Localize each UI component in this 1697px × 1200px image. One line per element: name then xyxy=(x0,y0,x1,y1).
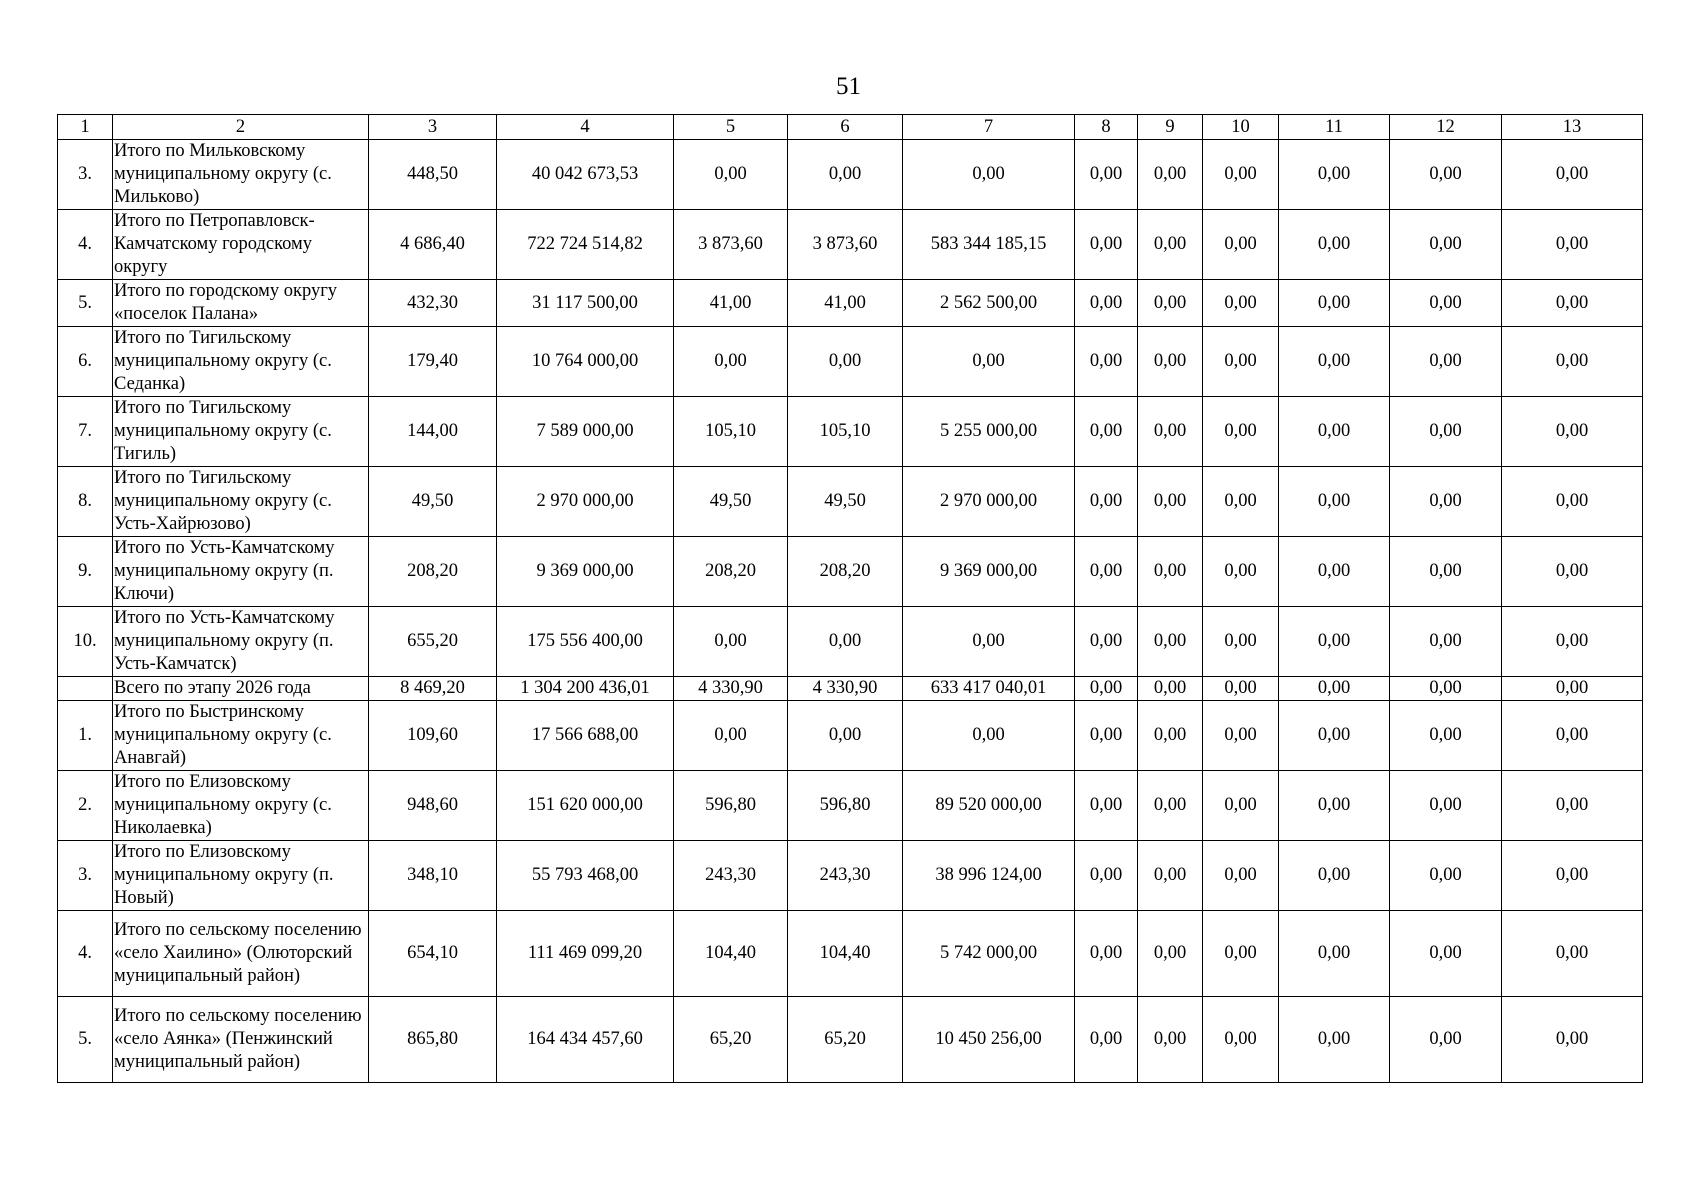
row-number: 5. xyxy=(58,997,113,1083)
table-row xyxy=(58,537,1643,607)
cell-value: 0,00 xyxy=(1075,607,1138,677)
cell-value: 0,00 xyxy=(1279,210,1390,280)
cell-value: 10 764 000,00 xyxy=(497,327,674,397)
cell-value: 65,20 xyxy=(674,997,788,1083)
cell-value: 144,00 xyxy=(369,397,497,467)
cell-value: 5 742 000,00 xyxy=(903,911,1075,997)
cell-value: 0,00 xyxy=(1390,677,1502,701)
row-number xyxy=(58,677,113,701)
cell-value: 0,00 xyxy=(788,327,903,397)
cell-value: 55 793 468,00 xyxy=(497,841,674,911)
cell-value: 49,50 xyxy=(788,467,903,537)
cell-value: 3 873,60 xyxy=(674,210,788,280)
column-header: 8 xyxy=(1075,115,1138,140)
cell-value: 3 873,60 xyxy=(788,210,903,280)
cell-value: 865,80 xyxy=(369,997,497,1083)
cell-value: 0,00 xyxy=(1279,327,1390,397)
cell-value: 41,00 xyxy=(674,280,788,327)
column-header: 7 xyxy=(903,115,1075,140)
cell-value: 89 520 000,00 xyxy=(903,771,1075,841)
column-header: 1 xyxy=(58,115,113,140)
cell-value: 0,00 xyxy=(1203,997,1279,1083)
cell-value: 243,30 xyxy=(674,841,788,911)
cell-value: 0,00 xyxy=(1279,280,1390,327)
cell-value: 0,00 xyxy=(1203,210,1279,280)
cell-value: 0,00 xyxy=(674,607,788,677)
table-row xyxy=(58,607,1643,677)
total-row xyxy=(58,677,1643,701)
cell-value: 0,00 xyxy=(1138,841,1203,911)
cell-value: 0,00 xyxy=(903,701,1075,771)
row-name: Итого по Мильковскому муниципальному округу (с. Мильково) xyxy=(113,140,369,210)
cell-value: 0,00 xyxy=(1502,397,1643,467)
row-name: Итого по сельскому поселению «село Хаилино» (Олюторский муниципальный район) xyxy=(113,911,369,997)
cell-value: 0,00 xyxy=(1075,677,1138,701)
row-number: 3. xyxy=(58,841,113,911)
cell-value: 0,00 xyxy=(1502,677,1643,701)
row-number: 8. xyxy=(58,467,113,537)
cell-value: 0,00 xyxy=(1279,607,1390,677)
cell-value: 0,00 xyxy=(1138,537,1203,607)
row-name: Итого по Тигильскому муниципальному округу (с. Седанка) xyxy=(113,327,369,397)
row-name: Итого по сельскому поселению «село Аянка» (Пенжинский муниципальный район) xyxy=(113,997,369,1083)
cell-value: 5 255 000,00 xyxy=(903,397,1075,467)
cell-value: 17 566 688,00 xyxy=(497,701,674,771)
cell-value: 0,00 xyxy=(1075,210,1138,280)
row-number: 3. xyxy=(58,140,113,210)
cell-value: 38 996 124,00 xyxy=(903,841,1075,911)
cell-value: 0,00 xyxy=(1279,997,1390,1083)
column-header: 5 xyxy=(674,115,788,140)
cell-value: 0,00 xyxy=(1390,327,1502,397)
table-row xyxy=(58,467,1643,537)
cell-value: 654,10 xyxy=(369,911,497,997)
cell-value: 0,00 xyxy=(1203,280,1279,327)
cell-value: 9 369 000,00 xyxy=(903,537,1075,607)
cell-value: 0,00 xyxy=(1502,210,1643,280)
cell-value: 105,10 xyxy=(674,397,788,467)
table-row xyxy=(58,997,1643,1083)
cell-value: 948,60 xyxy=(369,771,497,841)
cell-value: 0,00 xyxy=(788,607,903,677)
cell-value: 0,00 xyxy=(903,327,1075,397)
cell-value: 0,00 xyxy=(1138,911,1203,997)
cell-value: 2 562 500,00 xyxy=(903,280,1075,327)
cell-value: 0,00 xyxy=(1203,607,1279,677)
cell-value: 0,00 xyxy=(1390,841,1502,911)
column-header: 13 xyxy=(1502,115,1643,140)
cell-value: 0,00 xyxy=(1075,841,1138,911)
cell-value: 0,00 xyxy=(1390,280,1502,327)
cell-value: 0,00 xyxy=(1390,607,1502,677)
row-name: Всего по этапу 2026 года xyxy=(113,677,369,701)
cell-value: 164 434 457,60 xyxy=(497,997,674,1083)
cell-value: 348,10 xyxy=(369,841,497,911)
cell-value: 0,00 xyxy=(1075,327,1138,397)
cell-value: 0,00 xyxy=(1075,537,1138,607)
cell-value: 0,00 xyxy=(1390,997,1502,1083)
cell-value: 2 970 000,00 xyxy=(497,467,674,537)
row-name: Итого по Елизовскому муниципальному округу (с. Николаевка) xyxy=(113,771,369,841)
row-name: Итого по Быстринскому муниципальному округу (с. Анавгай) xyxy=(113,701,369,771)
cell-value: 0,00 xyxy=(1502,140,1643,210)
cell-value: 0,00 xyxy=(1138,701,1203,771)
cell-value: 0,00 xyxy=(1075,467,1138,537)
row-name: Итого по Тигильскому муниципальному округу (с. Тигиль) xyxy=(113,397,369,467)
cell-value: 0,00 xyxy=(788,701,903,771)
cell-value: 0,00 xyxy=(1075,701,1138,771)
cell-value: 0,00 xyxy=(1390,911,1502,997)
cell-value: 0,00 xyxy=(1502,841,1643,911)
cell-value: 0,00 xyxy=(1138,140,1203,210)
cell-value: 0,00 xyxy=(1203,140,1279,210)
cell-value: 0,00 xyxy=(1279,140,1390,210)
row-name: Итого по городскому округу «поселок Палана» xyxy=(113,280,369,327)
column-header: 4 xyxy=(497,115,674,140)
cell-value: 49,50 xyxy=(674,467,788,537)
cell-value: 7 589 000,00 xyxy=(497,397,674,467)
cell-value: 0,00 xyxy=(1390,771,1502,841)
table-row xyxy=(58,701,1643,771)
cell-value: 0,00 xyxy=(903,140,1075,210)
row-name: Итого по Усть-Камчатскому муниципальному округу (п. Ключи) xyxy=(113,537,369,607)
cell-value: 0,00 xyxy=(1203,677,1279,701)
cell-value: 0,00 xyxy=(1138,210,1203,280)
cell-value: 0,00 xyxy=(1502,607,1643,677)
cell-value: 0,00 xyxy=(1203,327,1279,397)
cell-value: 0,00 xyxy=(1502,467,1643,537)
cell-value: 104,40 xyxy=(674,911,788,997)
cell-value: 40 042 673,53 xyxy=(497,140,674,210)
row-number: 4. xyxy=(58,210,113,280)
column-header: 11 xyxy=(1279,115,1390,140)
cell-value: 0,00 xyxy=(1203,701,1279,771)
cell-value: 104,40 xyxy=(788,911,903,997)
row-number: 5. xyxy=(58,280,113,327)
cell-value: 243,30 xyxy=(788,841,903,911)
table-row xyxy=(58,841,1643,911)
cell-value: 0,00 xyxy=(1138,677,1203,701)
row-number: 6. xyxy=(58,327,113,397)
table-row xyxy=(58,280,1643,327)
row-name: Итого по Петропавловск-Камчатскому городскому округу xyxy=(113,210,369,280)
cell-value: 0,00 xyxy=(1390,537,1502,607)
cell-value: 151 620 000,00 xyxy=(497,771,674,841)
cell-value: 596,80 xyxy=(788,771,903,841)
column-header: 10 xyxy=(1203,115,1279,140)
cell-value: 0,00 xyxy=(1138,467,1203,537)
cell-value: 0,00 xyxy=(1502,537,1643,607)
cell-value: 0,00 xyxy=(1138,771,1203,841)
cell-value: 0,00 xyxy=(1279,841,1390,911)
table-row xyxy=(58,397,1643,467)
row-number: 9. xyxy=(58,537,113,607)
cell-value: 41,00 xyxy=(788,280,903,327)
cell-value: 633 417 040,01 xyxy=(903,677,1075,701)
column-header: 3 xyxy=(369,115,497,140)
cell-value: 0,00 xyxy=(1502,327,1643,397)
cell-value: 208,20 xyxy=(788,537,903,607)
cell-value: 179,40 xyxy=(369,327,497,397)
row-name: Итого по Тигильскому муниципальному округу (с. Усть-Хайрюзово) xyxy=(113,467,369,537)
cell-value: 0,00 xyxy=(1203,537,1279,607)
cell-value: 0,00 xyxy=(1390,701,1502,771)
cell-value: 2 970 000,00 xyxy=(903,467,1075,537)
cell-value: 0,00 xyxy=(1075,771,1138,841)
cell-value: 0,00 xyxy=(1138,280,1203,327)
cell-value: 0,00 xyxy=(1203,467,1279,537)
cell-value: 0,00 xyxy=(1138,997,1203,1083)
cell-value: 0,00 xyxy=(1075,997,1138,1083)
cell-value: 0,00 xyxy=(788,140,903,210)
cell-value: 8 469,20 xyxy=(369,677,497,701)
cell-value: 0,00 xyxy=(1075,911,1138,997)
column-header: 12 xyxy=(1390,115,1502,140)
cell-value: 0,00 xyxy=(1138,327,1203,397)
cell-value: 0,00 xyxy=(674,701,788,771)
table-row xyxy=(58,327,1643,397)
cell-value: 0,00 xyxy=(1203,397,1279,467)
cell-value: 0,00 xyxy=(1279,397,1390,467)
cell-value: 0,00 xyxy=(1502,911,1643,997)
column-header: 6 xyxy=(788,115,903,140)
cell-value: 0,00 xyxy=(1279,771,1390,841)
cell-value: 0,00 xyxy=(1203,771,1279,841)
cell-value: 432,30 xyxy=(369,280,497,327)
table-row xyxy=(58,771,1643,841)
row-number: 4. xyxy=(58,911,113,997)
cell-value: 0,00 xyxy=(674,140,788,210)
cell-value: 0,00 xyxy=(1075,280,1138,327)
row-number: 1. xyxy=(58,701,113,771)
cell-value: 9 369 000,00 xyxy=(497,537,674,607)
table-row xyxy=(58,210,1643,280)
data-table xyxy=(57,114,1643,1083)
cell-value: 0,00 xyxy=(1502,997,1643,1083)
cell-value: 0,00 xyxy=(1279,467,1390,537)
cell-value: 0,00 xyxy=(1502,771,1643,841)
cell-value: 4 330,90 xyxy=(788,677,903,701)
column-header: 9 xyxy=(1138,115,1203,140)
cell-value: 0,00 xyxy=(1390,210,1502,280)
row-number: 2. xyxy=(58,771,113,841)
cell-value: 0,00 xyxy=(1138,607,1203,677)
cell-value: 655,20 xyxy=(369,607,497,677)
cell-value: 0,00 xyxy=(1502,280,1643,327)
cell-value: 175 556 400,00 xyxy=(497,607,674,677)
cell-value: 208,20 xyxy=(674,537,788,607)
cell-value: 4 330,90 xyxy=(674,677,788,701)
cell-value: 0,00 xyxy=(1390,140,1502,210)
cell-value: 65,20 xyxy=(788,997,903,1083)
cell-value: 0,00 xyxy=(1279,911,1390,997)
cell-value: 448,50 xyxy=(369,140,497,210)
cell-value: 0,00 xyxy=(1279,677,1390,701)
cell-value: 0,00 xyxy=(1203,911,1279,997)
cell-value: 31 117 500,00 xyxy=(497,280,674,327)
row-number: 7. xyxy=(58,397,113,467)
cell-value: 0,00 xyxy=(674,327,788,397)
table-row xyxy=(58,911,1643,997)
column-header: 2 xyxy=(113,115,369,140)
row-name: Итого по Усть-Камчатскому муниципальному округу (п. Усть-Камчатск) xyxy=(113,607,369,677)
cell-value: 0,00 xyxy=(1390,467,1502,537)
cell-value: 109,60 xyxy=(369,701,497,771)
header-row xyxy=(58,115,1643,140)
cell-value: 0,00 xyxy=(1279,701,1390,771)
cell-value: 10 450 256,00 xyxy=(903,997,1075,1083)
cell-value: 0,00 xyxy=(1075,140,1138,210)
cell-value: 722 724 514,82 xyxy=(497,210,674,280)
cell-value: 596,80 xyxy=(674,771,788,841)
cell-value: 0,00 xyxy=(1203,841,1279,911)
cell-value: 0,00 xyxy=(1138,397,1203,467)
cell-value: 0,00 xyxy=(1279,537,1390,607)
cell-value: 4 686,40 xyxy=(369,210,497,280)
cell-value: 49,50 xyxy=(369,467,497,537)
table-row xyxy=(58,140,1643,210)
cell-value: 1 304 200 436,01 xyxy=(497,677,674,701)
cell-value: 0,00 xyxy=(1390,397,1502,467)
cell-value: 0,00 xyxy=(1075,397,1138,467)
cell-value: 583 344 185,15 xyxy=(903,210,1075,280)
row-name: Итого по Елизовскому муниципальному округу (п. Новый) xyxy=(113,841,369,911)
page-number: 51 xyxy=(836,73,861,100)
cell-value: 208,20 xyxy=(369,537,497,607)
row-number: 10. xyxy=(58,607,113,677)
table-body xyxy=(58,140,1643,1083)
cell-value: 0,00 xyxy=(1502,701,1643,771)
cell-value: 0,00 xyxy=(903,607,1075,677)
cell-value: 105,10 xyxy=(788,397,903,467)
cell-value: 111 469 099,20 xyxy=(497,911,674,997)
